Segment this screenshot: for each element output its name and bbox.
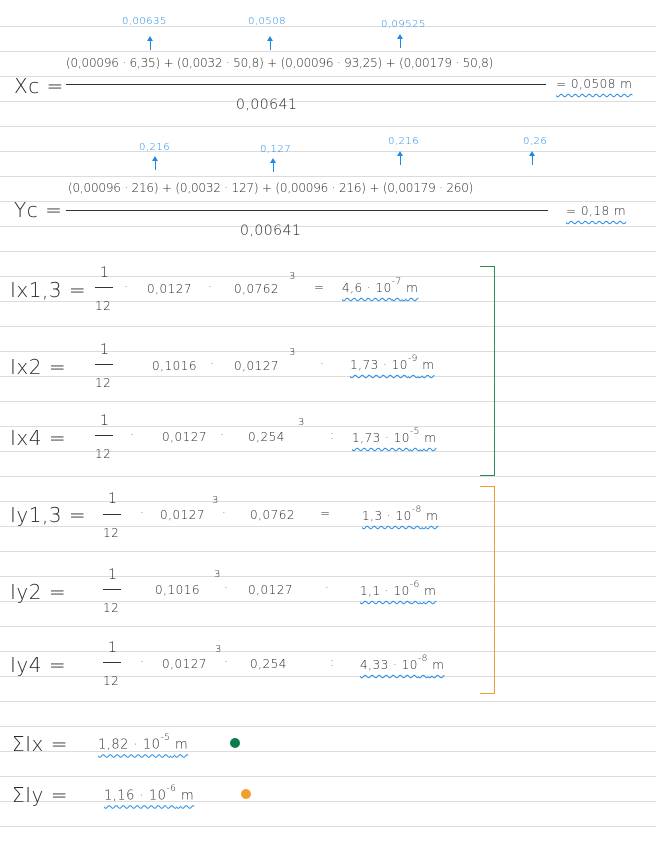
iy-row-den: 12	[103, 526, 120, 540]
yc-note-1: 0,216	[139, 142, 171, 153]
ix-row-num: 1	[100, 413, 110, 429]
notebook-page: 0,00635 0,0508 0,09525 Xc = (0,00096 · 6,35) + (0,0032 · 50,8) + (0,00096 · 93,25) + (0,00179 · 50,8) 0,00641 = 0,0508 m 0,216 0,127 0,216 0,26 Yc = (0,00096 · 216) + (0,0032 · 127) + (0,00096 · 216) + (0,00179 · 260) 0,00641 = 0,18 m Ix1,3 = 1 12 · 0,0127 · 0,0762 3 = $4,6 \cdot 10^{-7}$ m Ix2 = 1 12 0,1016 · 0,0127 3 · $1,73 \cdot 10^{-9}$ m Ix4 = 1 12 · 0,0127 · 0,254 3 : $1,73 \cdot 10^{-5}$ m Iy1,3 = 1 12 · 0,0127 3 · 0,0762 = $1,3 \cdot 10^{-8}$ m Iy2 = 1 12 0,1016 3 · 0,0127 · $1,1 \cdot 10^{-6}$ m Iy4 = 1 12 · 0,0127 3 · 0,254 : $4,33 \cdot 10^{-8}$ m ΣIx = $1,82 \cdot 10^{-5}$ m ΣIy = $1,16 \cdot 10^{-6}$ m	[0, 0, 656, 848]
yc-arrow-1	[155, 158, 156, 170]
sum-ix-label: ΣIx =	[12, 732, 68, 756]
ix-bracket	[480, 266, 495, 476]
iy-row-fraction-line	[103, 589, 121, 590]
iy-row-num: 1	[108, 640, 118, 656]
iy-row-result: $1,1 \cdot 10^{-6}$ m	[360, 580, 437, 598]
ix-row-a: 0,1016	[152, 359, 197, 373]
iy-bracket	[480, 486, 495, 694]
iy-row-a: 0,1016	[155, 583, 200, 597]
iy-row-result: $1,3 \cdot 10^{-8}$ m	[362, 505, 439, 523]
yc-arrow-3	[400, 153, 401, 165]
iy-row-a: 0,0127	[160, 508, 205, 522]
iy-row-exp: 3	[215, 644, 222, 655]
ix-row-fraction-line	[95, 364, 113, 365]
ix-row-den: 12	[95, 376, 112, 390]
ix-row-exp: 3	[298, 417, 305, 428]
yc-note-3: 0,216	[388, 136, 420, 147]
yc-denominator: 0,00641	[240, 223, 302, 239]
iy-row-num: 1	[108, 567, 118, 583]
xc-label: Xc =	[14, 74, 64, 98]
orange-dot-marker	[241, 789, 251, 799]
ix-row-exp: 3	[289, 271, 296, 282]
yc-note-4: 0,26	[523, 136, 548, 147]
xc-fraction-line	[66, 84, 546, 85]
iy-row-num: 1	[108, 491, 118, 507]
xc-note-3: 0,09525	[381, 19, 426, 30]
ix-row-label: Ix1,3 =	[10, 278, 87, 302]
yc-arrow-2	[273, 160, 274, 172]
ix-row-a: 0,0127	[162, 430, 207, 444]
yc-label: Yc =	[14, 198, 63, 222]
ix-row-label: Ix4 =	[10, 426, 67, 450]
xc-result: = 0,0508 m	[556, 77, 633, 91]
yc-note-2: 0,127	[260, 144, 292, 155]
xc-numerator: (0,00096 · 6,35) + (0,0032 · 50,8) + (0,00096 · 93,25) + (0,00179 · 50,8)	[66, 56, 494, 70]
ix-row-result: $1,73 \cdot 10^{-5}$ m	[352, 427, 437, 445]
iy-row-fraction-line	[103, 514, 121, 515]
sum-iy-result: $1,16 \cdot 10^{-6}$ m	[104, 784, 195, 804]
iy-row-fraction-line	[103, 662, 121, 663]
ix-row-result: $1,73 \cdot 10^{-9}$ m	[350, 354, 435, 372]
ix-row-b: 0,0762	[234, 282, 279, 296]
iy-row-exp: 3	[212, 495, 219, 506]
yc-result: = 0,18 m	[566, 204, 627, 218]
iy-row-b: 0,254	[250, 657, 287, 671]
iy-row-den: 12	[103, 601, 120, 615]
ix-row-a: 0,0127	[147, 282, 192, 296]
yc-numerator: (0,00096 · 216) + (0,0032 · 127) + (0,00096 · 216) + (0,00179 · 260)	[68, 181, 474, 195]
green-dot-marker	[230, 738, 240, 748]
iy-row-b: 0,0127	[248, 583, 293, 597]
iy-row-label: Iy2 =	[10, 580, 67, 604]
ix-row-b: 0,0127	[234, 359, 279, 373]
xc-note-2: 0,0508	[248, 16, 286, 27]
ix-row-den: 12	[95, 299, 112, 313]
iy-row-a: 0,0127	[162, 657, 207, 671]
sum-iy-label: ΣIy =	[12, 783, 68, 807]
ix-row-den: 12	[95, 447, 112, 461]
iy-row-label: Iy1,3 =	[10, 503, 87, 527]
ix-row-fraction-line	[95, 435, 113, 436]
ix-row-num: 1	[100, 265, 110, 281]
xc-note-1: 0,00635	[122, 16, 167, 27]
iy-row-result: $4,33 \cdot 10^{-8}$ m	[360, 654, 445, 672]
iy-row-label: Iy4 =	[10, 653, 67, 677]
xc-arrow-3	[400, 36, 401, 48]
xc-arrow-2	[270, 38, 271, 50]
xc-denominator: 0,00641	[236, 97, 298, 113]
ix-row-fraction-line	[95, 287, 113, 288]
ix-row-label: Ix2 =	[10, 355, 67, 379]
xc-arrow-1	[150, 38, 151, 50]
yc-fraction-line	[66, 210, 548, 211]
ix-row-result: $4,6 \cdot 10^{-7}$ m	[342, 277, 419, 295]
iy-row-den: 12	[103, 674, 120, 688]
iy-row-exp: 3	[214, 569, 221, 580]
yc-arrow-4	[532, 153, 533, 165]
ix-row-b: 0,254	[248, 430, 285, 444]
ix-row-exp: 3	[289, 347, 296, 358]
sum-ix-result: $1,82 \cdot 10^{-5}$ m	[98, 733, 189, 753]
iy-row-b: 0,0762	[250, 508, 295, 522]
ix-row-num: 1	[100, 342, 110, 358]
